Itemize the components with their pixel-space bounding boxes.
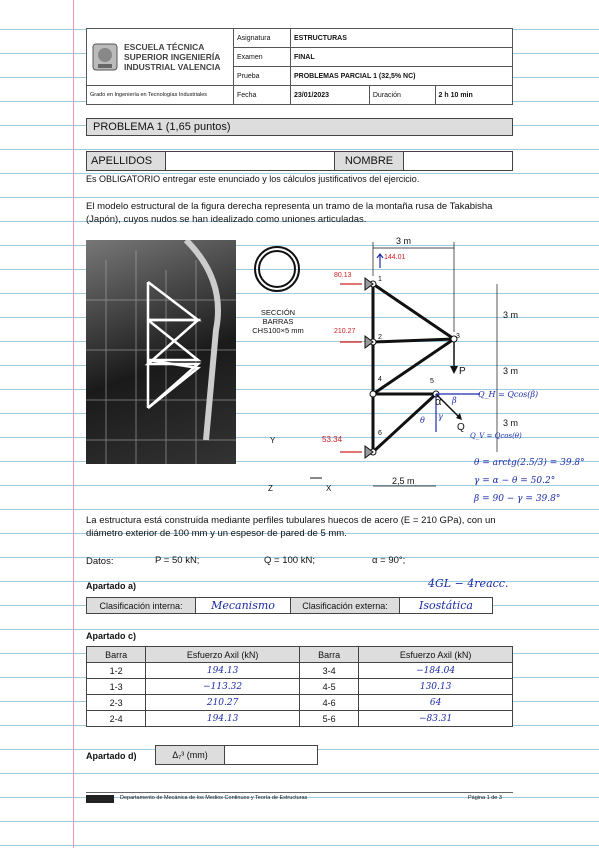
node-5: 5 [430, 378, 434, 385]
col-barra-2: Barra [299, 647, 358, 663]
intro-text: El modelo estructural de la figura derecha representa un tramo de la montaña rusa de Takabisha (Japón), cuyos nudos se han idealizado como uniones articuladas. [86, 201, 493, 225]
tube-section-icon [252, 244, 302, 294]
node-4: 4 [378, 376, 382, 383]
label-fecha: Fecha [234, 86, 291, 105]
label-duracion: Duración [369, 86, 435, 105]
note-qv: Q_V = Qcos(θ) [470, 432, 522, 440]
table-row [87, 711, 513, 727]
cell-bar: 4-6 [299, 695, 358, 711]
label-examen: Examen [234, 48, 291, 67]
margin-line [73, 0, 74, 848]
cell-force[interactable]: 130.13 [359, 679, 513, 695]
name-table [86, 151, 513, 171]
node-6: 6 [378, 430, 382, 437]
formula-beta: β = 90 − γ = 39.8° [474, 494, 561, 504]
cell-bar: 1-3 [87, 679, 146, 695]
cell-force[interactable]: −83.31 [359, 711, 513, 727]
axis-x: X [326, 484, 332, 493]
table-row [87, 679, 513, 695]
load-p-label: P [459, 366, 466, 377]
formula-theta: θ = arctg(2.5/3) = 39.8° [474, 458, 585, 468]
cell-force[interactable]: 210.27 [146, 695, 300, 711]
department-logo [86, 795, 114, 803]
datos-label: Datos: [86, 556, 114, 567]
col-axil-1: Esfuerzo Axil (kN) [146, 647, 300, 663]
displacement-table [155, 745, 318, 765]
value-duracion: 2 h 10 min [435, 86, 512, 105]
node-1: 1 [378, 276, 382, 283]
problem-title: PROBLEMA 1 (1,65 puntos) [86, 118, 513, 136]
interna-label: Clasificación interna: [87, 598, 196, 614]
nombre-field[interactable] [404, 152, 513, 171]
value-prueba: PROBLEMAS PARCIAL 1 (32,5% NC) [291, 67, 513, 86]
roller-coaster-photo [86, 240, 236, 464]
value-examen: FINAL [291, 48, 513, 67]
apellidos-field[interactable] [166, 152, 335, 171]
header-table [86, 28, 513, 105]
school-line-1: ESCUELA TÉCNICA [124, 42, 205, 52]
table-row [87, 695, 513, 711]
note-53: 53.34 [322, 435, 343, 444]
cell-force[interactable]: 194.13 [146, 663, 300, 679]
node-3: 3 [456, 333, 460, 340]
col-barra-1: Barra [87, 647, 146, 663]
axis-y: Y [270, 436, 276, 445]
note-210: 210.27 [334, 328, 356, 335]
section-spec: CHS100×5 mm [252, 326, 304, 335]
cell-bar: 3-4 [299, 663, 358, 679]
label-asignatura: Asignatura [234, 29, 291, 48]
table-row [87, 663, 513, 679]
nombre-label: NOMBRE [335, 152, 404, 171]
dim-3m-top: 3 m [396, 236, 412, 246]
dim-3m-c: 3 m [503, 418, 519, 428]
note-qh: Q_H = Qcos(β) [478, 390, 539, 399]
apartado-a-note: 4GL − 4reacc. [428, 577, 509, 590]
interna-value[interactable]: Mecanismo [196, 598, 291, 614]
footer-dept: Departamento de Mecánica de los Medios Continuos y Teoría de Estructuras [120, 795, 308, 801]
axis-z: Z [268, 484, 273, 493]
alpha-label: α [435, 396, 442, 408]
school-crest-icon [90, 40, 120, 74]
beta-label: β [452, 396, 457, 405]
value-asignatura: ESTRUCTURAS [291, 29, 513, 48]
school-line-2: SUPERIOR INGENIERÍA [124, 52, 221, 62]
col-axil-2: Esfuerzo Axil (kN) [359, 647, 513, 663]
gamma-label: γ [438, 412, 443, 421]
apartado-c-title: Apartado c) [86, 631, 137, 641]
cell-bar: 1-2 [87, 663, 146, 679]
dim-3m-b: 3 m [503, 366, 519, 376]
note-144: 144.01 [384, 254, 406, 261]
structure-text: La estructura está construida mediante perfiles tubulares huecos de acero (E = 210 GPa), con un diámetro exterior de 100 mm y un espesor de pared de 5 mm. [86, 515, 496, 539]
degree-label: Grado en Ingeniería en Tecnologías Industriales [87, 86, 234, 105]
cell-force[interactable]: 64 [359, 695, 513, 711]
classification-table [86, 597, 493, 614]
datos-q: Q = 100 kN; [264, 555, 315, 566]
displacement-field[interactable] [225, 746, 318, 765]
cell-bar: 5-6 [299, 711, 358, 727]
label-prueba: Prueba [234, 67, 291, 86]
school-line-3: INDUSTRIAL VALENCIA [124, 62, 221, 72]
apartado-d-title: Apartado d) [86, 751, 137, 761]
apellidos-label: APELLIDOS [87, 152, 166, 171]
dim-3m-a: 3 m [503, 310, 519, 320]
cell-force[interactable]: −113.32 [146, 679, 300, 695]
theta-label: θ [420, 416, 425, 425]
displacement-label: Δ₇³ (mm) [156, 746, 225, 765]
school-logo-cell [87, 29, 234, 86]
load-q-label: Q [457, 422, 465, 433]
cell-bar: 2-4 [87, 711, 146, 727]
obligatorio-text: Es OBLIGATORIO entregar este enunciado y los cálculos justificativos del ejercicio. [86, 174, 420, 184]
formula-gamma: γ = α − θ = 50.2° [474, 476, 556, 486]
datos-alpha: α = 90°; [372, 555, 406, 566]
externa-value[interactable]: Isostática [400, 598, 493, 614]
truss-diagram [310, 232, 599, 512]
axial-forces-table [86, 646, 513, 727]
cell-force[interactable]: 194.13 [146, 711, 300, 727]
cell-bar: 4-5 [299, 679, 358, 695]
node-2: 2 [378, 334, 382, 341]
apartado-a-title: Apartado a) [86, 581, 137, 591]
footer-page: Página 1 de 3 [468, 795, 502, 801]
dim-25m: 2,5 m [392, 476, 415, 486]
value-fecha: 23/01/2023 [291, 86, 370, 105]
externa-label: Clasificación externa: [291, 598, 400, 614]
datos-p: P = 50 kN; [155, 555, 200, 566]
section-title: SECCIÓN BARRAS [260, 308, 296, 326]
cell-force[interactable]: −184.04 [359, 663, 513, 679]
cell-bar: 2-3 [87, 695, 146, 711]
note-80: 80.13 [334, 272, 352, 279]
